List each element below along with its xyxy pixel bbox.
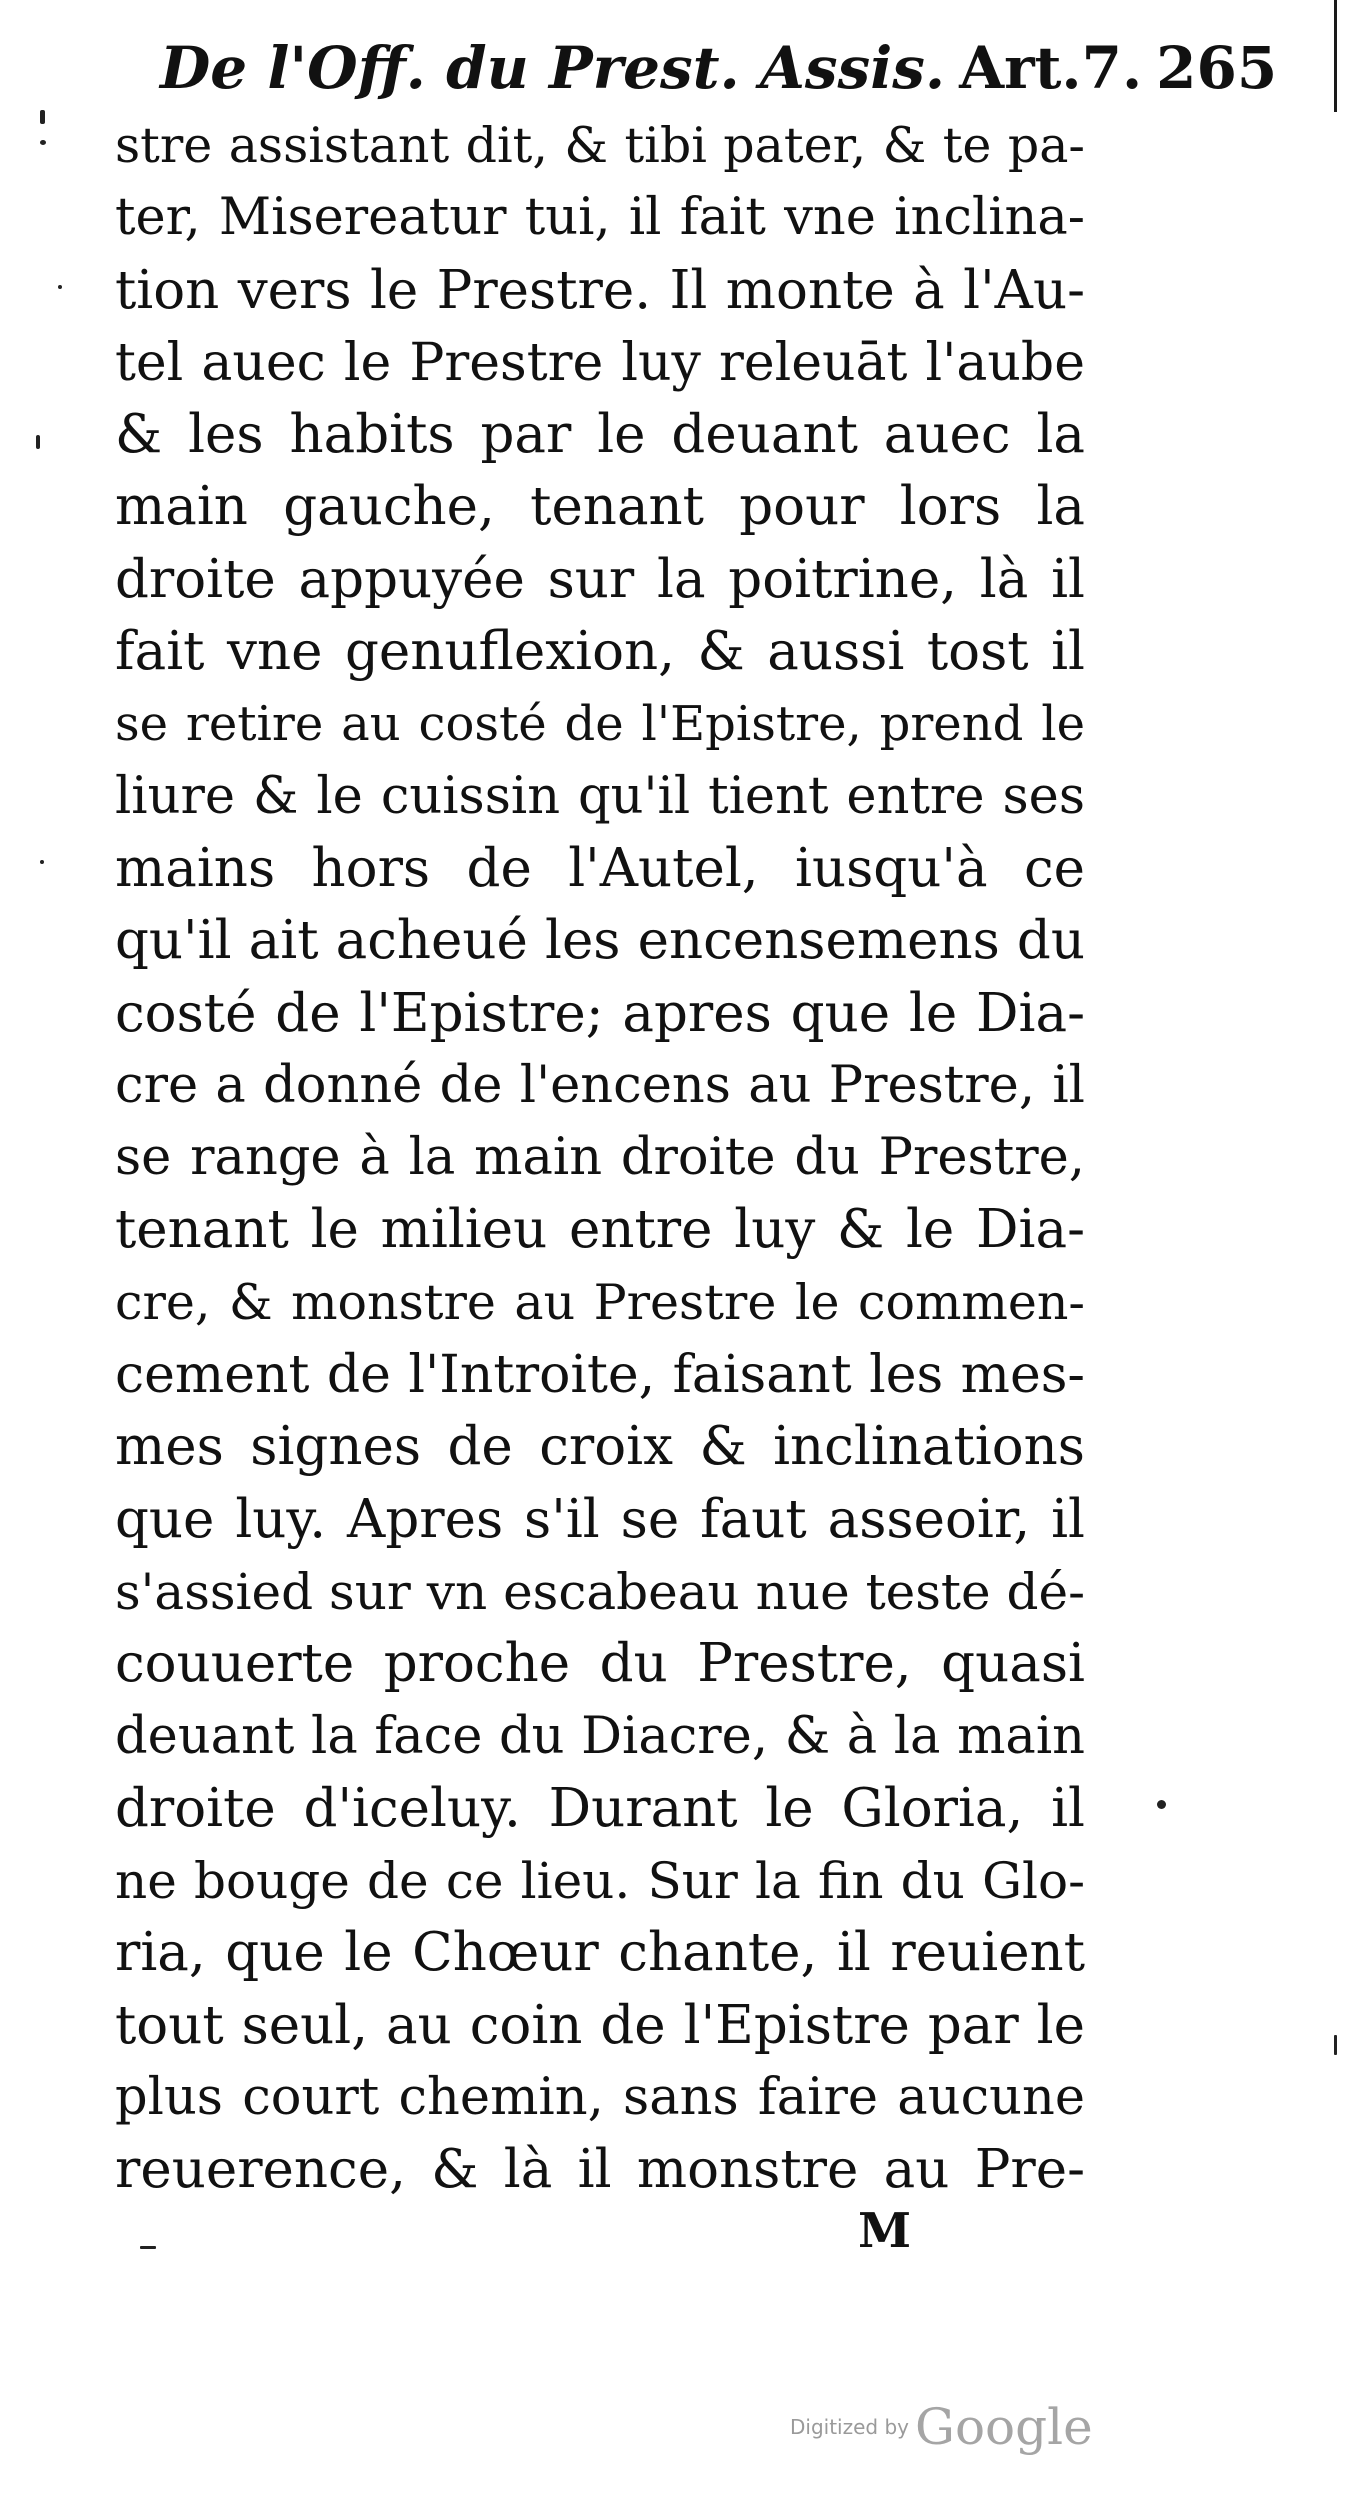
- text-line: stre assistant dit, & tibi pater, & te pa-: [115, 117, 1085, 174]
- digitized-watermark: [790, 2398, 1093, 2458]
- ink-speck: [36, 435, 40, 449]
- google-logo: Google: [915, 2398, 1093, 2456]
- page-edge-line: [1334, 0, 1337, 112]
- ink-speck: [1334, 2035, 1337, 2055]
- text-line: mains hors de l'Autel, iusqu'à ce: [115, 837, 1085, 899]
- text-line: cre a donné de l'encens au Prestre, il: [115, 1055, 1085, 1115]
- text-line: deuant la face du Diacre, & à la main: [115, 1706, 1085, 1766]
- text-line: tel auec le Prestre luy releuāt l'aube: [115, 332, 1085, 393]
- text-line: plus court chemin, sans faire aucune: [115, 2068, 1085, 2128]
- text-line: droite appuyée sur la poitrine, là il: [115, 548, 1085, 610]
- text-line: droite d'iceluy. Durant le Gloria, il: [115, 1777, 1085, 1839]
- ink-speck: [40, 110, 45, 124]
- text-line: se range à la main droite du Prestre,: [115, 1128, 1085, 1188]
- text-line: main gauche, tenant pour lors la: [115, 476, 1085, 538]
- text-line: ter, Misereatur tui, il fait vne inclina-: [115, 188, 1085, 248]
- text-line: & les habits par le deuant auec la: [115, 404, 1085, 466]
- ink-speck: [140, 2246, 156, 2249]
- text-line: costé de l'Epistre; apres que le Dia-: [115, 982, 1085, 1044]
- text-line: cement de l'Introite, faisant les mes-: [115, 1345, 1085, 1406]
- text-line: ria, que le Chœur chante, il reuient: [115, 1922, 1085, 1984]
- page-number: 265: [1156, 34, 1278, 102]
- text-line: s'assied sur vn escabeau nue teste dé-: [115, 1562, 1085, 1621]
- text-line: tout seul, au coin de l'Epistre par le: [115, 1994, 1085, 2056]
- ink-speck: [40, 860, 44, 864]
- running-head-title: De l'Off. du Prest. Assis.: [160, 34, 946, 102]
- text-line: tion vers le Prestre. Il monte à l'Au-: [115, 259, 1085, 321]
- running-head: [160, 28, 1278, 108]
- text-line: tenant le milieu entre luy & le Dia-: [115, 1199, 1085, 1261]
- text-line: qu'il ait acheué les encensemens du: [115, 910, 1085, 972]
- signature-mark: M: [858, 2203, 912, 2259]
- text-line: cre, & monstre au Prestre le commen-: [115, 1273, 1085, 1331]
- watermark-prefix: Digitized by: [790, 2415, 909, 2439]
- text-line: se retire au costé de l'Epistre, prend le: [115, 696, 1085, 753]
- text-line: que luy. Apres s'il se faut asseoir, il: [115, 1488, 1085, 1550]
- ink-speck: [58, 285, 62, 289]
- ink-speck: [40, 140, 46, 145]
- text-line: fait vne genuflexion, & aussi tost il: [115, 621, 1085, 683]
- text-line: couuerte proche du Prestre, quasi: [115, 1633, 1085, 1695]
- text-line: mes signes de croix & inclinations: [115, 1416, 1085, 1478]
- text-line: reuerence, & là il monstre au Pre-: [115, 2139, 1085, 2201]
- text-line: ne bouge de ce lieu. Sur la fin du Glo-: [115, 1852, 1085, 1911]
- body-text: [115, 110, 1085, 2207]
- text-line: liure & le cuissin qu'il tient entre ses: [115, 766, 1085, 826]
- running-head-article: Art.7.: [959, 34, 1143, 102]
- ink-speck: [1157, 1800, 1166, 1809]
